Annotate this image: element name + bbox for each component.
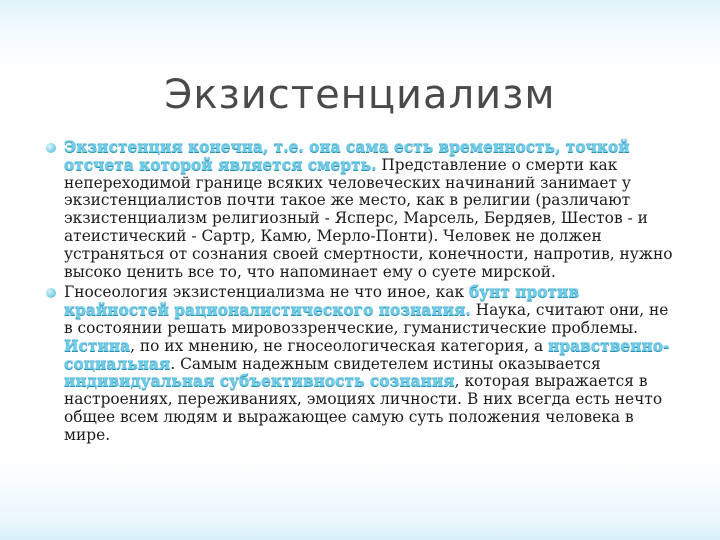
paragraph-text: . Самым надежным свидетелем истины оказывается: [170, 354, 601, 373]
paragraph-text: Наука, считают они, не в состоянии решать мировоззренческие, гуманистические проблемы.: [64, 301, 669, 337]
highlighted-phrase: Экзистенция конечна, т.е. она сама есть временность, точкой отсчета которой является смерть.: [64, 138, 630, 174]
highlighted-phrase: Истина: [64, 336, 131, 355]
bullet-paragraph-1: [46, 139, 676, 281]
paragraph-text: , которая выражается в настроениях, переживаниях, эмоциях личности. В них всегда есть нечто общее всем людям и выражающее самую суть положения человека в мире.: [64, 372, 663, 444]
bullet-paragraph-2: [46, 284, 676, 444]
slide-title: Экзистенциализм: [164, 72, 556, 118]
paragraph-text: Гносеология экзистенциализма не что иное, как: [64, 283, 469, 302]
paragraph-text: Представление о смерти как непереходимой границе всяких человеческих начинаний занимает у экзистенциалистов почти такое же место, как в религии (различают экзистенциализм религиозный - Ясперс, Марсель, Бердяев, Шестов - и атеистический - Сартр, Камю, Мерло-Понти). Человек не должен устраняться от сознания своей смертности, конечности, напротив, нужно высоко ценить все то, что напоминает ему о суете мирской.: [64, 155, 673, 281]
highlighted-phrase: индивидуальная субъективность сознания: [64, 372, 455, 391]
paragraph-text: , по их мнению, не гносеологическая категория, а: [130, 336, 549, 355]
bullet-icon: [46, 288, 56, 298]
highlighted-phrase: бунт против крайностей рационалистического познания.: [64, 283, 580, 320]
bullet-icon: [46, 143, 56, 153]
highlighted-phrase: нравственно-социальная: [64, 336, 670, 373]
slide-content: [46, 139, 676, 448]
